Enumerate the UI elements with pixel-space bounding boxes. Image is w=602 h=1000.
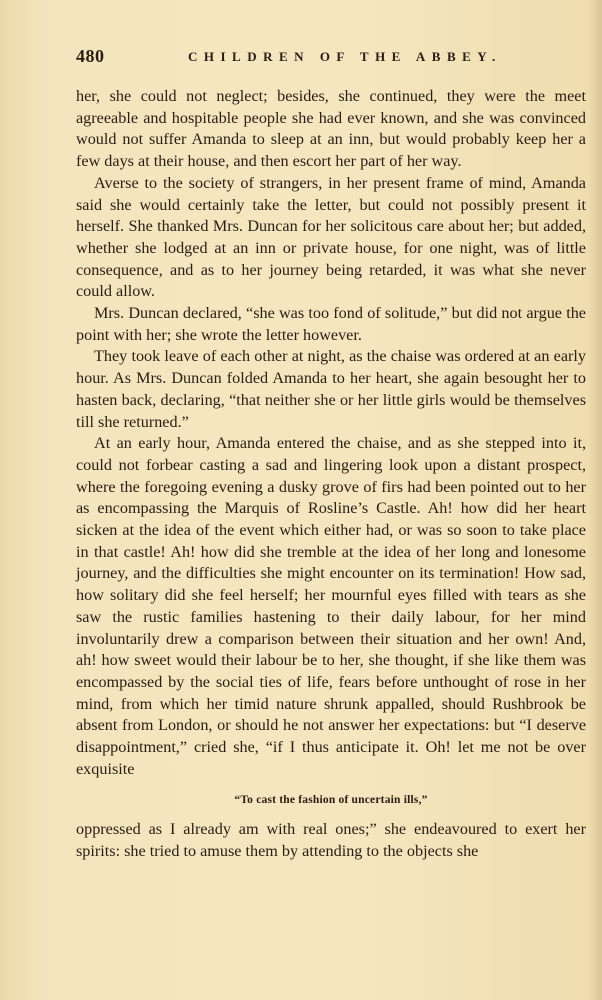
paragraph: At an early hour, Amanda entered the chaise, and as she stepped into it, could not forbear casting a sad and lingering look upon a distant prospect, where the foregoing evening a dusky grove of firs had been pointed out to her as encompassing the Marquis of Rosline’s Castle. Ah! how did her heart sicken at the idea of the event which either had, or was so soon to take place in that castle! Ah! how did she tremble at the idea of her long and lonesome journey, and the difficulties she might encounter on its termination! How sad, how solitary did she feel herself; her mournful eyes filled with tears as she saw the rustic families hastening to their daily labour, for her mind involuntarily drew a comparison between their situation and her own! And, ah! how sweet would their labour be to her, she thought, if she like them was encompassed by the social ties of life, fears before unthought of rose in her mind, from which her timid nature shrunk appalled, should Rushbrook be absent from London, or should he not answer her expectations: but “I deserve disappointment,” cried she, “if I thus anticipate it. Oh! let me not be over exquisite [76, 434, 586, 778]
page-header [76, 46, 566, 72]
closing-paragraph: oppressed as I already am with real ones;” she endeavoured to exert her spirits: she tried to amuse them by attending to the objects she [76, 820, 586, 860]
running-title: CHILDREN OF THE ABBEY. [188, 49, 502, 64]
page-number: 480 [76, 46, 105, 66]
paragraph: her, she could not neglect; besides, she continued, they were the meet agreeable and hospitable people she had ever known, and she was convinced would not suffer Amanda to sleep at an inn, but would probably keep her a few days at their house, and then escort her part of her way. [76, 87, 586, 171]
verse-quotation: “To cast the fashion of uncertain ills,” [234, 793, 428, 806]
page-gutter-shadow [588, 0, 602, 1000]
paragraph: Averse to the society of strangers, in her present frame of mind, Amanda said she would certainly take the letter, but could not possibly present it herself. She thanked Mrs. Duncan for her solicitous care about her; but added, whether she lodged at an inn or private house, for one night, was of little consequence, and as to her journey being retarded, it was what she never could allow. [76, 173, 586, 301]
paragraph: They took leave of each other at night, as the chaise was ordered at an early hour. As Mrs. Duncan folded Amanda to her heart, she again besought her to hasten back, declaring, “that neither she or her little girls would be themselves till she returned.” [76, 347, 586, 431]
paragraph: Mrs. Duncan declared, “she was too fond of solitude,” but did not argue the point with her; she wrote the letter however. [76, 304, 586, 344]
body-text [76, 86, 586, 863]
